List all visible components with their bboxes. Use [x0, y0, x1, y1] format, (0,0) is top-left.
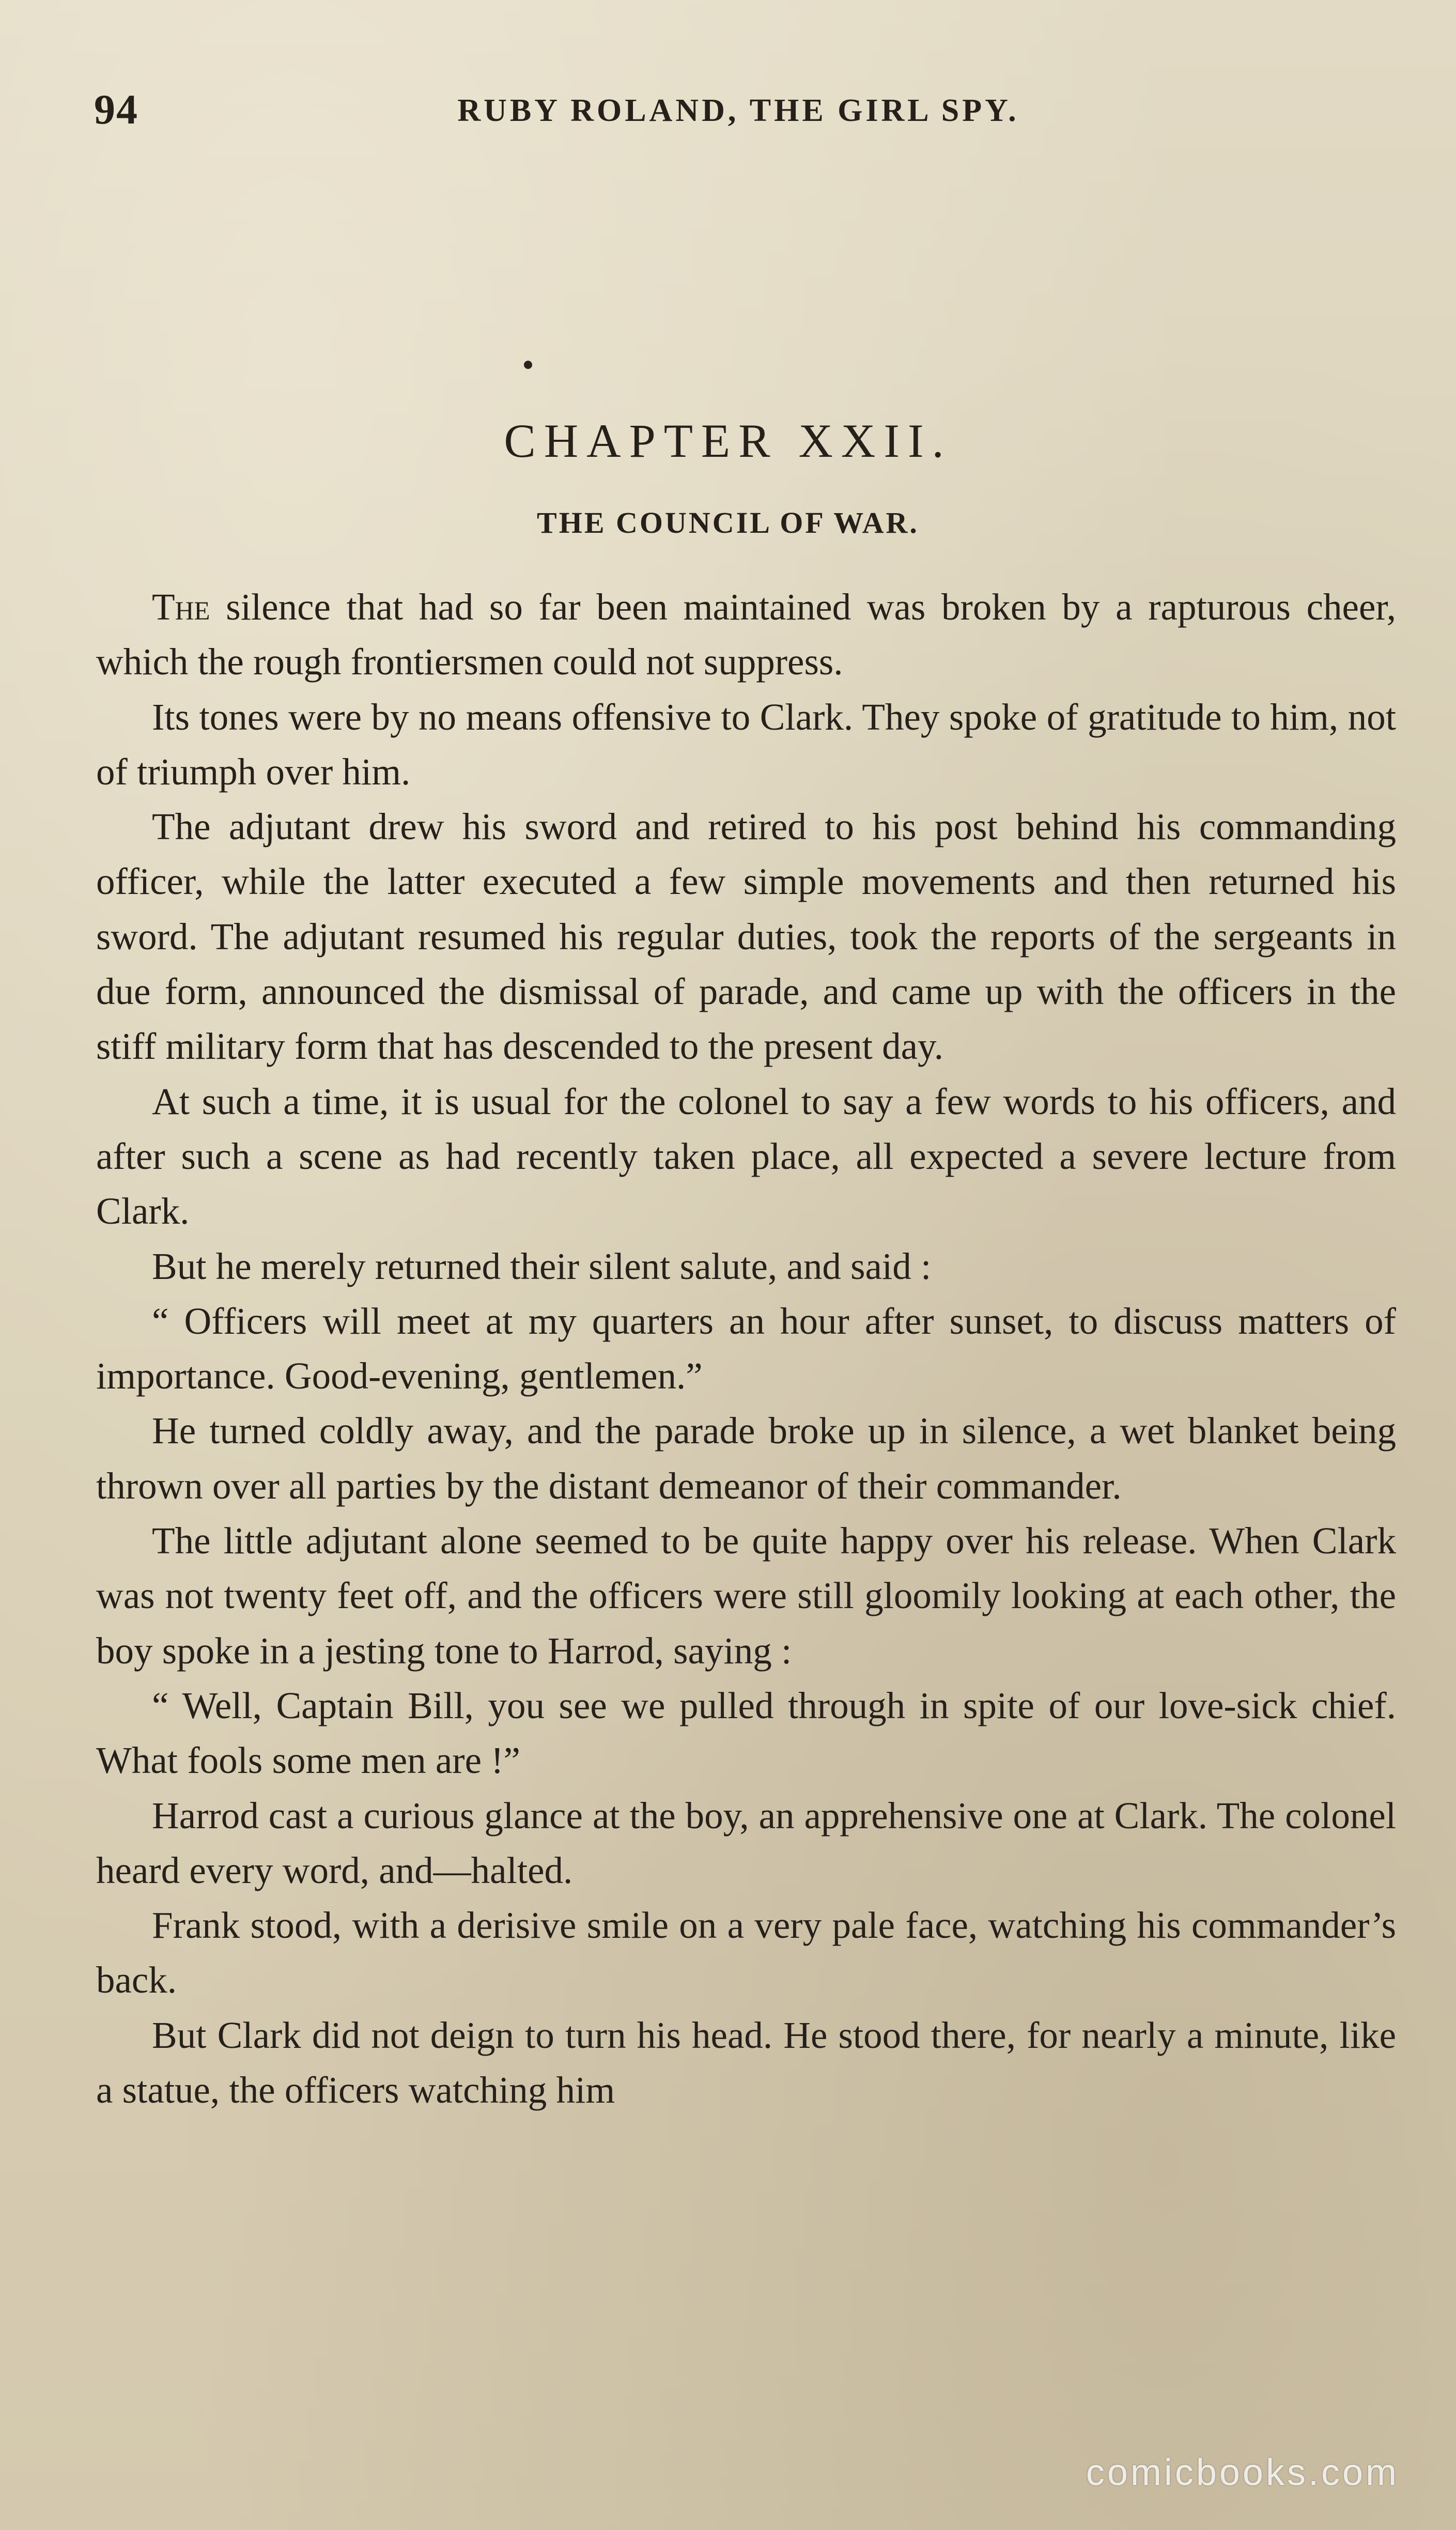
paragraph: The adjutant drew his sword and retired to his post behind his commanding officer, while the latter executed a few simple movements and then returned his sword. The adjutant resumed his regular duties, took the reports of the sergeants in due form, announced the dismissal of parade, and came up with the officers in the stiff military form that has descended to the present day. — [96, 806, 1396, 1068]
paragraph: But Clark did not deign to turn his head. He stood there, for nearly a minute, like a statue, the officers watching him — [96, 2014, 1396, 2111]
paragraph: “ Well, Captain Bill, you see we pulled through in spite of our love-sick chief. What fools some men are !” — [96, 1684, 1396, 1782]
paragraph-lead-word: The — [152, 586, 210, 628]
paragraph — [96, 580, 1396, 690]
paragraph: The little adjutant alone seemed to be quite happy over his release. When Clark was not twenty feet off, and the officers were still gloomily looking at each other, the boy spoke in a jesting tone to Harrod, saying : — [96, 1520, 1396, 1672]
running-title: RUBY ROLAND, THE GIRL SPY. — [457, 93, 1019, 128]
paragraph: “ Officers will meet at my quarters an hour after sunset, to discuss matters of importance. Good-evening, gentlemen.” — [96, 1300, 1396, 1397]
body-text — [96, 580, 1396, 2118]
watermark: comicbooks.com — [1086, 2452, 1399, 2493]
paragraph: Harrod cast a curious glance at the boy, an apprehensive one at Clark. The colonel heard every word, and—halted. — [96, 1794, 1396, 1891]
paragraph: He turned coldly away, and the parade broke up in silence, a wet blanket being thrown over all parties by the distant demeanor of their commander. — [96, 1410, 1396, 1507]
chapter-heading: CHAPTER XXII. — [504, 414, 952, 467]
paragraph-text: silence that had so far been maintained was broken by a rapturous cheer, which the rough frontiersmen could not suppress. — [96, 586, 1396, 683]
paragraph: Frank stood, with a derisive smile on a very pale face, watching his commander’s back. — [96, 1904, 1396, 2001]
paragraph: Its tones were by no means offensive to Clark. They spoke of gratitude to him, not of triumph over him. — [96, 696, 1396, 793]
paragraph: At such a time, it is usual for the colonel to say a few words to his officers, and after such a scene as had recently taken place, all expected a severe lecture from Clark. — [96, 1080, 1396, 1232]
ornament-dot — [524, 361, 532, 369]
paragraph: But he merely returned their silent salute, and said : — [152, 1245, 932, 1287]
running-head — [0, 85, 1456, 142]
page-number: 94 — [94, 86, 138, 133]
chapter-subtitle: THE COUNCIL OF WAR. — [537, 506, 919, 539]
